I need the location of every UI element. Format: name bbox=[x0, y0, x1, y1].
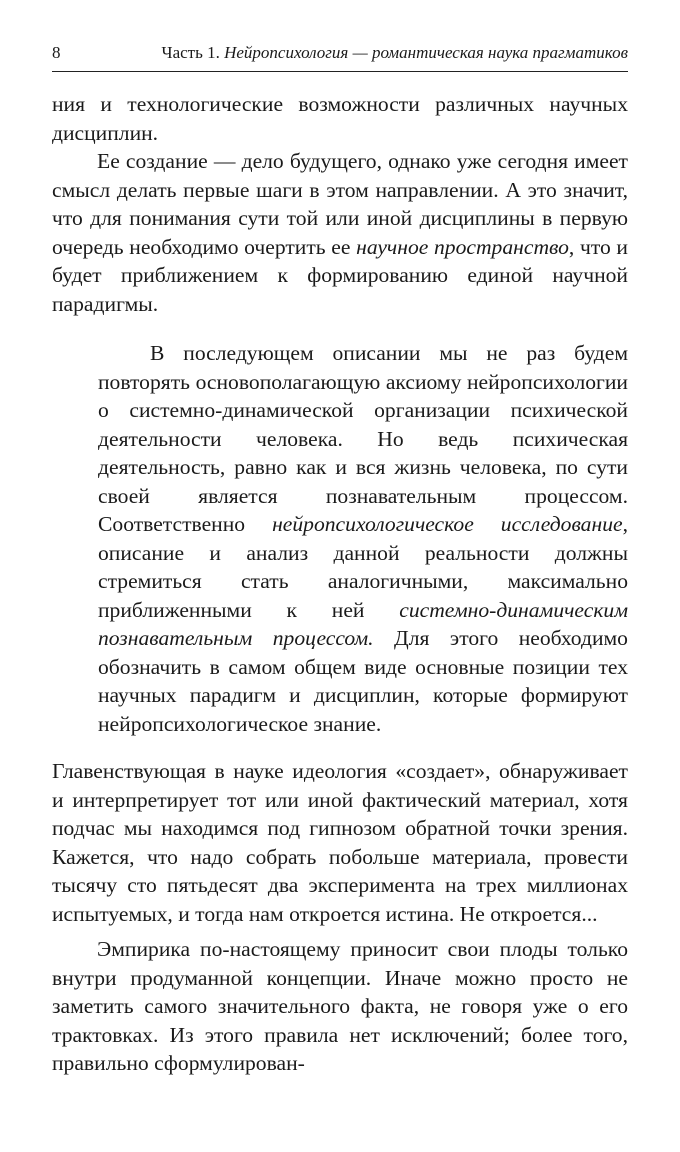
emphasis-cognitive-process: системно-динамическим познавательным процессом. bbox=[98, 597, 628, 650]
paragraph-text: Ее создание — дело будущего, однако уже сегодня имеет смысл делать первые шаги в этом направлении. А это значит, что для понимания сути той или иной дисциплины в первую очередь необходимо очертить ее bbox=[52, 149, 628, 259]
header-rule bbox=[52, 71, 628, 72]
part-label: Часть 1. bbox=[161, 43, 220, 62]
part-title: Нейропсихология — романтическая наука прагматиков bbox=[224, 43, 628, 62]
running-header bbox=[52, 40, 628, 70]
paragraph-continuation: ния и технологические возможности различных научных дисциплин. bbox=[52, 92, 628, 145]
page-number: 8 bbox=[52, 43, 61, 62]
paragraph-empirics: Эмпирика по-настоящему приносит свои плоды только внутри продуманной концепции. Иначе можно просто не заметить самого значительного факта, не говоря уже о его трактовках. Из этого правила нет исключений; более того, правильно сформулирован- bbox=[52, 937, 628, 1075]
paragraph-ideology: Главенствующая в науке идеология «создает», обнаруживает и интерпретирует тот или иной фактический материал, хотя подчас мы находимся под гипнозом обратной точки зрения. Кажется, что надо собрать побольше материала, провести тысячу сто пятьдесят два эксперимента на трех миллионах испытуемых, и тогда нам откроется истина. Не откроется... bbox=[52, 759, 628, 926]
running-title bbox=[162, 40, 628, 66]
emphasis-neuro-research: нейропсихологическое исследование bbox=[272, 512, 623, 536]
paragraph-text: В последующем описании мы не раз будем повторять основополагающую аксиому нейропсихологии о системно-динамической организации психической деятельности человека. Но ведь психическая деятельность, равно как и вся жизнь человека, по сути своей является познавательным процессом. Соответственно bbox=[98, 341, 628, 536]
paragraph-text: Для этого необходимо обозначить в самом общем виде основные позиции тех научных парадигм и дисциплин, которые формируют нейропсихологическое знание. bbox=[98, 626, 628, 736]
paragraph-future-creation bbox=[52, 147, 628, 318]
paragraph-gap bbox=[52, 928, 628, 935]
indented-block bbox=[98, 339, 628, 738]
body-text bbox=[52, 90, 628, 1078]
paragraph-text: , описание и анализ данной реальности должны стремиться стать аналогичными, максимально приближенными к ней bbox=[98, 512, 628, 622]
paragraph-text: , что и будет приближением к формированию единой научной парадигмы. bbox=[52, 234, 628, 316]
emphasis-scientific-space: научное пространство bbox=[356, 234, 569, 259]
paragraph-axiom bbox=[98, 339, 628, 738]
